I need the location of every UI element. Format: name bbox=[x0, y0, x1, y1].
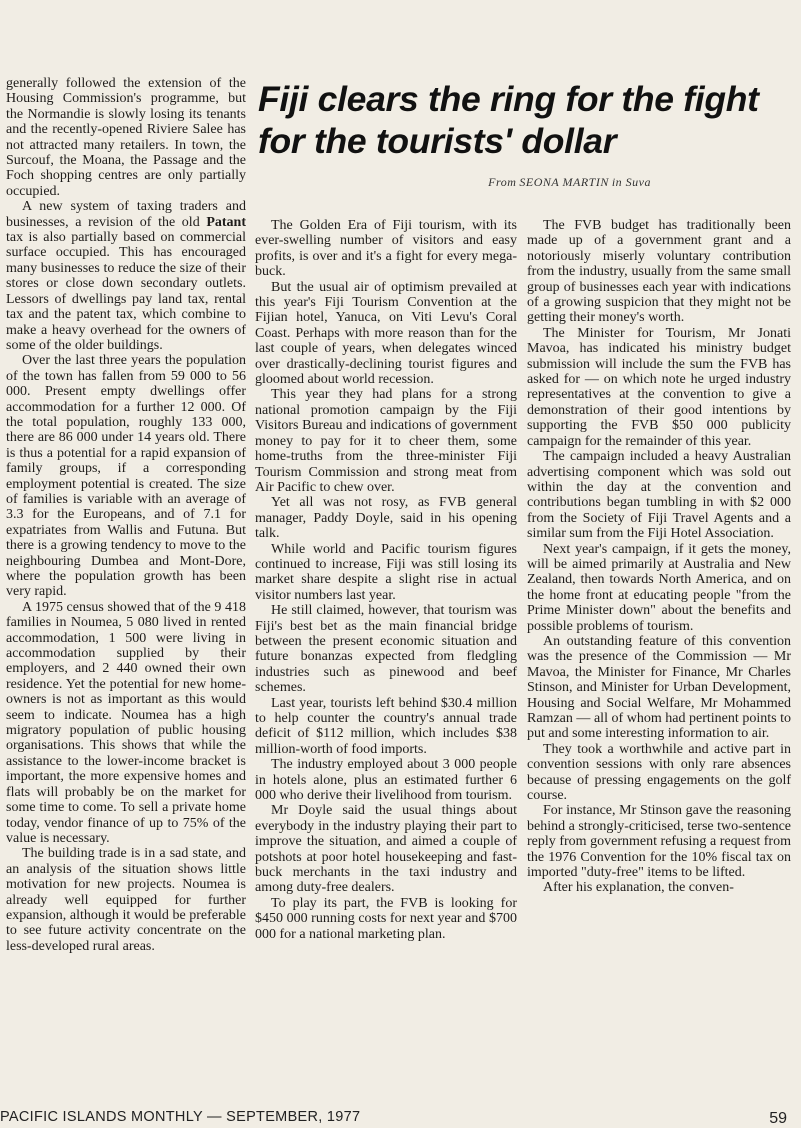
paragraph: They took a worthwhile and active part in convention sessions with only rare absences because of pressing engagements on the golf course. bbox=[527, 741, 791, 804]
publication-footer: PACIFIC ISLANDS MONTHLY — SEPTEMBER, 1977 bbox=[0, 1109, 361, 1125]
paragraph: Over the last three years the population of the town has fallen from 59 000 to 56 000. Present empty dwellings offer accommodation for a further 12 000. Of the total population, roughly 133 000, there are 86 000 under 14 years old. There is thus a potential for a rapid expansion of family groups, if a corresponding employment potential is created. The size of families is variable with an average of 3.3 for the Europeans, and of 7.1 for expatriates from Wallis and Futuna. But there is a growing tendency to move to the neighbouring Dumbea and Mont-Dore, where the population growth has been very rapid. bbox=[6, 353, 246, 600]
paragraph: But the usual air of optimism prevailed at this year's Fiji Tourism Convention at the Fijian hotel, Yanuca, on Viti Levu's Coral Coast. Perhaps with more reason than for the last couple of years, when delegates winced over drastically-declining tourist figures and gloomed about world recession. bbox=[255, 279, 517, 388]
paragraph: While world and Pacific tourism figures continued to increase, Fiji was still losing its market share despite a slight rise in actual visitor numbers last year. bbox=[255, 541, 517, 603]
paragraph: Next year's campaign, if it gets the money, will be aimed primarily at Australia and New Zealand, then towards North America, and on the home front at educating people "from the Prime Minister down" about the benefits and possible problems of tourism. bbox=[527, 541, 791, 634]
paragraph: An outstanding feature of this convention was the presence of the Commission — Mr Mavoa, the Minister for Finance, Mr Charles Stinson, and Minister for Urban Development, Housing and Social Welfare, Mr Mohammed Ramzan — all of whom had pertinent points to put and some interesting information to air. bbox=[527, 633, 791, 742]
byline-place: in Suva bbox=[611, 175, 651, 189]
paragraph bbox=[6, 199, 246, 353]
paragraph: Mr Doyle said the usual things about everybody in the industry playing their part to improve the situation, and aimed a couple of potshots at poor hotel housekeeping and fast-buck merchants in the taxi industry and among duty-free dealers. bbox=[255, 803, 517, 896]
byline-author: SEONA MARTIN bbox=[519, 175, 609, 189]
paragraph: The FVB budget has traditionally been made up of a government grant and a notoriously miserly voluntary contribution from the industry, usually from the same small group of businesses each year with indications of a growing suspicion that they might not be getting their money's worth. bbox=[527, 218, 791, 326]
article-headline: Fiji clears the ring for the fight for the tourists' dollar bbox=[258, 79, 759, 161]
paragraph-text: tax is also partially based on commercial surface occupied. This has encouraged many businesses to reduce the size of their stores or close down secondary outlets. Lessors of dwellings pay land tax, rental tax and the patent tax, which combine to make a heavy overhead for the owners of some of the older buildings. bbox=[6, 230, 246, 353]
paragraph: The Golden Era of Fiji tourism, with its ever-swelling number of visitors and easy profits, is over and it's a fight for every mega-buck. bbox=[255, 218, 517, 280]
bold-term: Patant bbox=[206, 214, 246, 230]
paragraph: The Minister for Tourism, Mr Jonati Mavoa, has indicated his ministry budget submission will include the sum the FVB has asked for — on which note he urged industry representatives at the convention to give a demonstration of their good intentions by supporting the FVB $50 000 publicity campaign for the remainder of this year. bbox=[527, 325, 791, 449]
paragraph: To play its part, the FVB is looking for $450 000 running costs for next year and $700 000 for a national marketing plan. bbox=[255, 895, 517, 942]
paragraph: Yet all was not rosy, as FVB general manager, Paddy Doyle, said in his opening talk. bbox=[255, 495, 517, 542]
right-column bbox=[527, 218, 791, 896]
paragraph: The campaign included a heavy Australian advertising component which was sold out within the day at the convention and contributions began tumbling in with $2 000 from the Society of Fiji Travel Agents and a similar sum from the Fiji Hotel Association. bbox=[527, 449, 791, 542]
paragraph-text: A new system of taxing traders and businesses, a revision of the old bbox=[6, 199, 246, 230]
page-number: 59 bbox=[769, 1110, 787, 1127]
paragraph: For instance, Mr Stinson gave the reasoning behind a strongly-criticised, terse two-sentence reply from government refusing a request from the 1976 Convention for the 10% fiscal tax on imported "duty-free" items to be lifted. bbox=[527, 803, 791, 881]
paragraph: The building trade is in a sad state, and an analysis of the situation shows little motivation for new projects. Noumea is already well equipped for further expansion, although it would be preferable to see future activity concentrate on the less-developed rural areas. bbox=[6, 846, 246, 954]
left-column bbox=[6, 76, 246, 954]
paragraph: The industry employed about 3 000 people in hotels alone, plus an estimated further 6 000 who derive their livelihood from tourism. bbox=[255, 757, 517, 804]
paragraph: A 1975 census showed that of the 9 418 families in Noumea, 5 080 lived in rented accommodation, 1 500 were living in accommodation supplied by their employers, and 2 440 owned their own residence. Yet the potential for new home-owners is not as important as this would seem to indicate. Noumea has a high migratory population of public housing organisations. This shows that while the assistance to the lower-income bracket is important, the more expensive homes and flats will probably be on the market for some time to come. To sell a private home today, vendor finance of up to 75% of the value is necessary. bbox=[6, 599, 246, 846]
paragraph: After his explanation, the conven- bbox=[543, 880, 734, 896]
paragraph: This year they had plans for a strong national promotion campaign by the Fiji Visitors Bureau and indications of government money to pay for it to cheer them, some home-truths from the three-minister Fiji Tourism Commission and strong meat from Air Pacific to chew over. bbox=[255, 387, 517, 495]
paragraph: generally followed the extension of the Housing Commission's programme, but the Normandie is slowly losing its tenants and the recently-opened Riviere Salee has not attracted many retailers. In town, the Surcouf, the Moana, the Passage and the Foch shopping centres are only partially occupied. bbox=[6, 76, 246, 199]
byline-prefix: From bbox=[488, 175, 517, 189]
paragraph: He still claimed, however, that tourism was Fiji's best bet as the main financial bridge between the present economic situation and future bonanzas expected from fledgling industries such as pinewood and beef schemes. bbox=[255, 603, 517, 696]
middle-column bbox=[255, 218, 517, 942]
article-byline bbox=[488, 175, 651, 190]
paragraph: Last year, tourists left behind $30.4 million to help counter the country's annual trade deficit of $112 million, which includes $38 million-worth of food imports. bbox=[255, 695, 517, 757]
